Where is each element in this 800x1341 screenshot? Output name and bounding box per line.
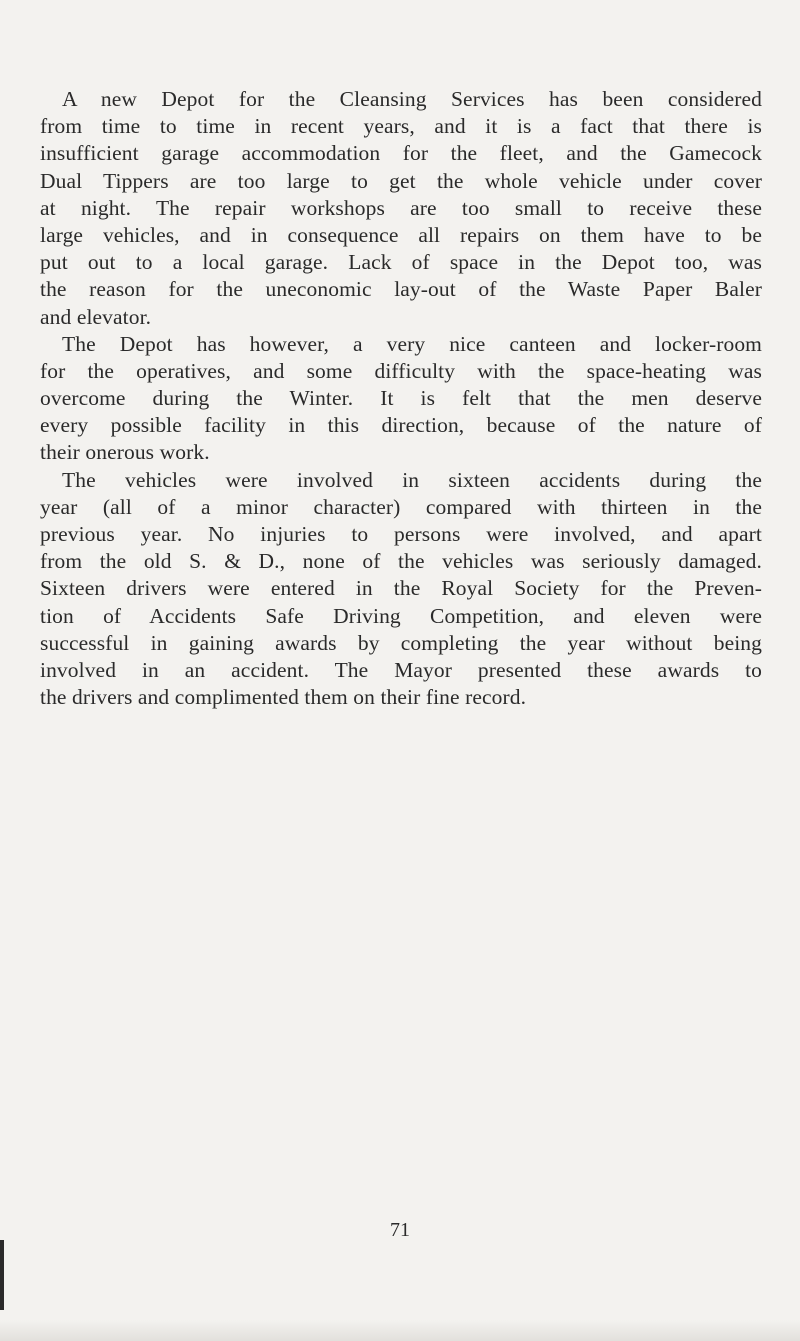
text-line: A new Depot for the Cleansing Services has been considered: [62, 87, 762, 111]
text-line: from time to time in recent years, and it is a fact that there is: [40, 114, 762, 139]
text-line: at night. The repair workshops are too small to receive these: [40, 195, 762, 220]
text-line: and elevator.: [40, 304, 152, 329]
text-line: every possible facility in this direction, because of the nature of: [40, 413, 762, 438]
text-line: put out to a local garage. Lack of space in the Depot too, was: [40, 250, 762, 275]
text-line: previous year. No injuries to persons were involved, and apart: [40, 522, 762, 546]
scan-bottom-edge: [0, 1320, 800, 1341]
text-line: their onerous work.: [40, 440, 210, 465]
text-line: overcome during the Winter. It is felt that the men deserve: [40, 386, 762, 411]
text-line: year (all of a minor character) compared with thirteen in the: [40, 494, 762, 519]
text-line: large vehicles, and in consequence all repairs on them have to be: [40, 222, 762, 247]
text-line: The vehicles were involved in sixteen accidents during the: [62, 467, 762, 492]
body-text: [40, 86, 762, 711]
text-line: insufficient garage accommodation for the fleet, and the Gamecock: [40, 141, 762, 166]
text-line: involved in an accident. The Mayor presented these awards to: [40, 657, 762, 682]
text-line: successful in gaining awards by completing the year without being: [40, 630, 762, 655]
page-number: 71: [390, 1219, 410, 1241]
text-line: the reason for the uneconomic lay-out of the Waste Paper Baler: [40, 277, 762, 302]
text-line: from the old S. & D., none of the vehicles was seriously damaged.: [40, 549, 762, 574]
text-line: tion of Accidents Safe Driving Competition, and eleven were: [40, 603, 762, 628]
text-line: Dual Tippers are too large to get the whole vehicle under cover: [40, 168, 762, 193]
text-line: for the operatives, and some difficulty with the space-heating was: [40, 358, 762, 383]
text-line: the drivers and complimented them on their fine record.: [40, 685, 527, 710]
scan-edge-mark: [0, 1240, 4, 1310]
text-line: The Depot has however, a very nice canteen and locker-room: [62, 331, 762, 356]
text-line: Sixteen drivers were entered in the Royal Society for the Preven-: [40, 576, 762, 601]
